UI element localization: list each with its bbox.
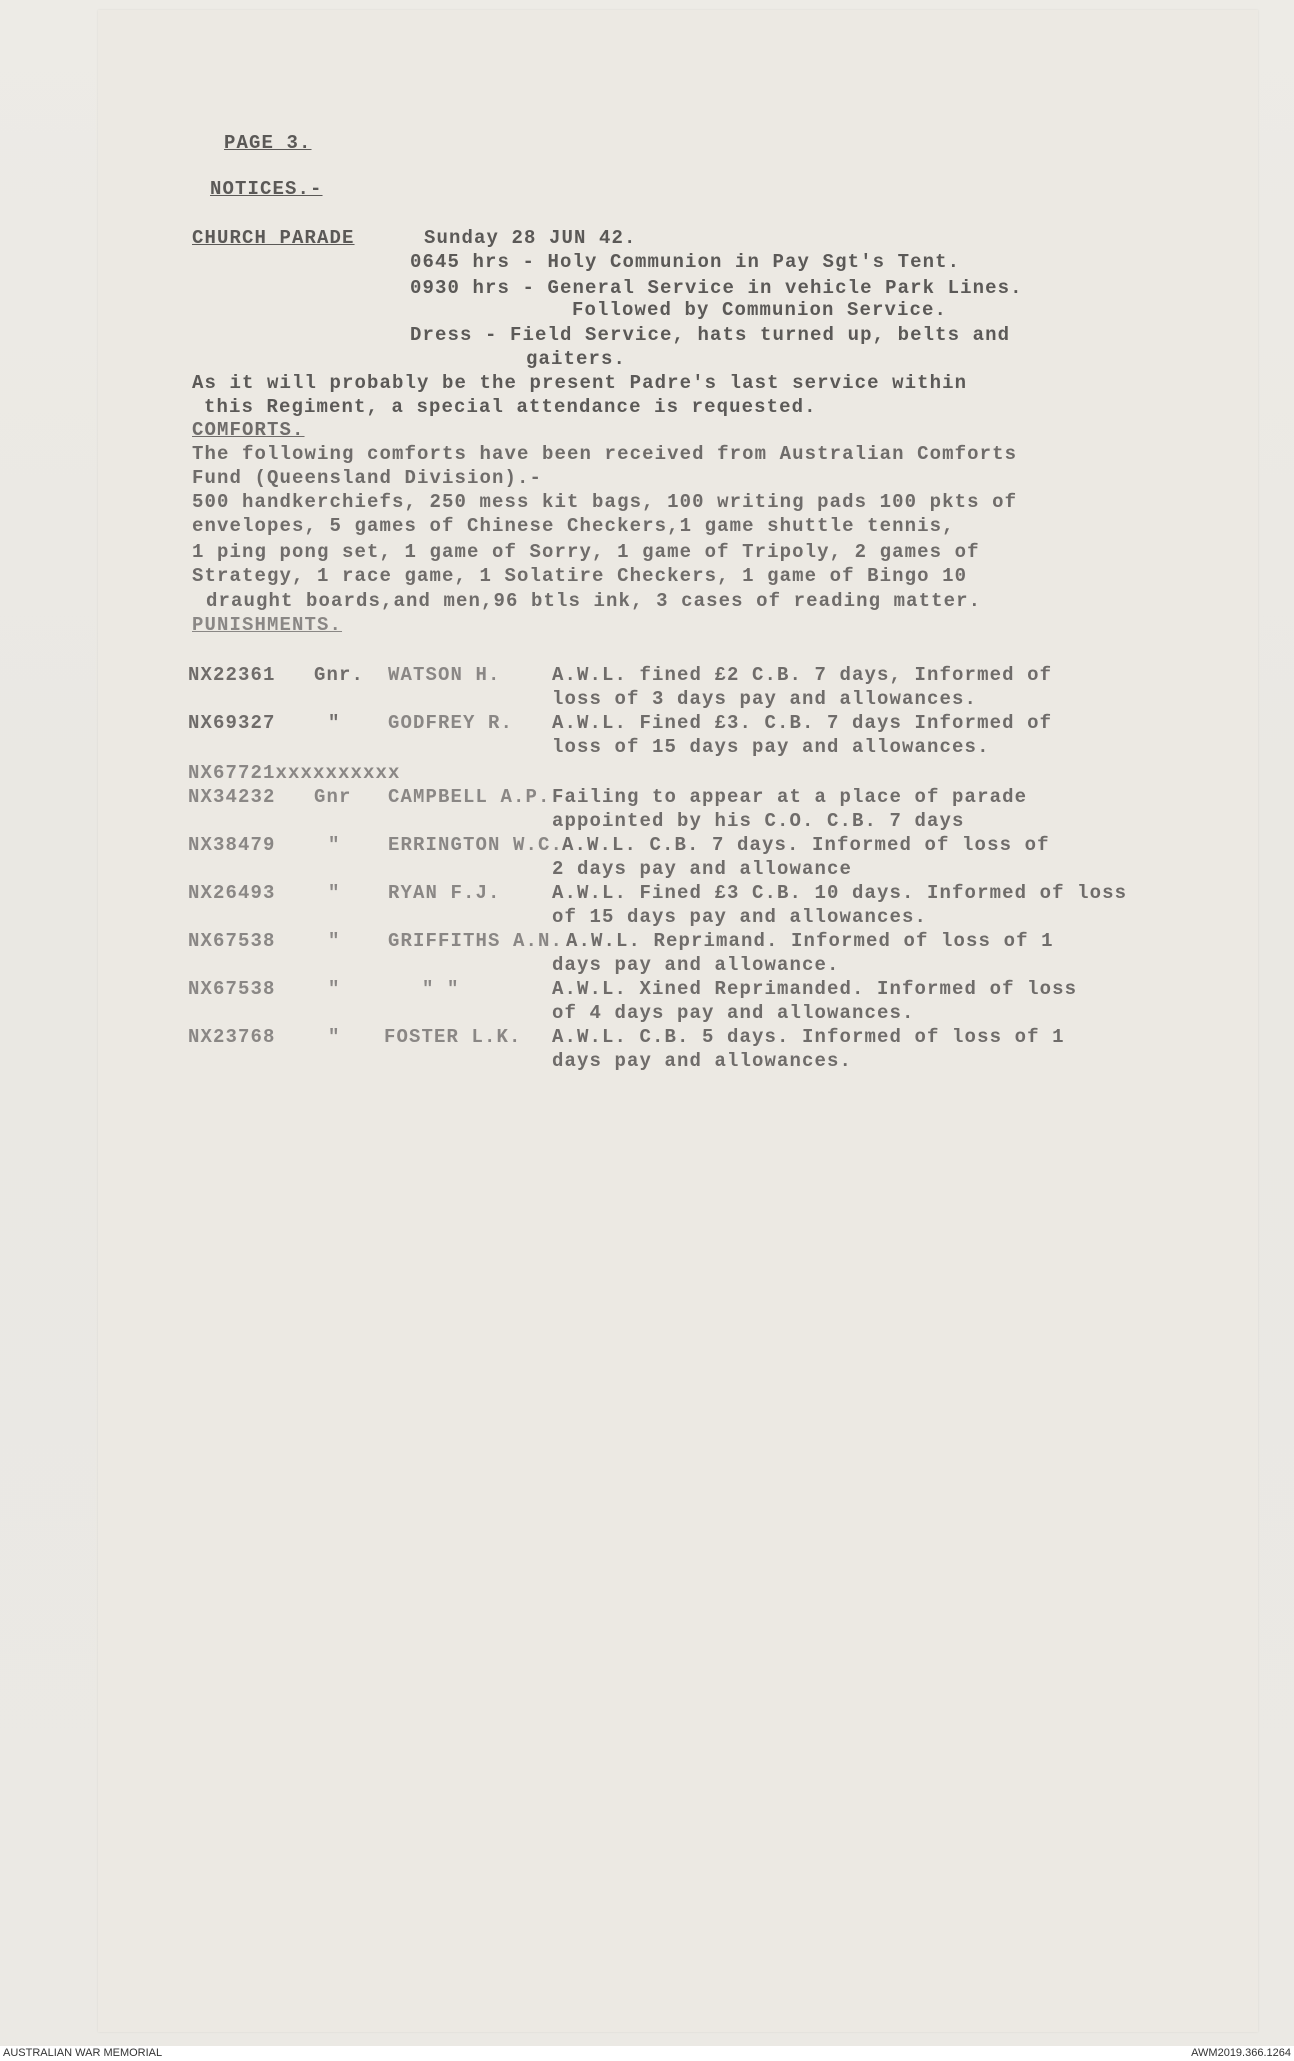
rank: Gnr.: [314, 664, 365, 686]
service-number: NX69327: [188, 712, 276, 734]
punishment-line-2: of 4 days pay and allowances.: [552, 1002, 915, 1024]
comforts-line-6: Strategy, 1 race game, 1 Solatire Checkers, 1 game of Bingo 10: [192, 565, 968, 587]
church-line-5: gaiters.: [526, 348, 627, 370]
service-number: NX23768: [188, 1026, 276, 1048]
soldier-name: FOSTER L.K.: [384, 1026, 522, 1048]
rank: ": [328, 882, 341, 904]
punishment-line-2: days pay and allowance.: [552, 954, 840, 976]
notices-heading: NOTICES.-: [210, 178, 323, 200]
rank: Gnr: [314, 786, 352, 808]
punishment-line-1: A.W.L. Fined £3. C.B. 7 days Informed of: [552, 712, 1053, 734]
punishment-line-2: days pay and allowances.: [552, 1050, 853, 1072]
footer-credit: AUSTRALIAN WAR MEMORIAL: [3, 2047, 163, 2059]
comforts-line-2: Fund (Queensland Division).-: [192, 467, 543, 489]
rank: ": [328, 930, 341, 952]
comforts-line-5: 1 ping pong set, 1 game of Sorry, 1 game of Tripoly, 2 games of: [192, 541, 980, 563]
comforts-line-4: envelopes, 5 games of Chinese Checkers,1 game shuttle tennis,: [192, 515, 955, 537]
rank: ": [328, 1026, 341, 1048]
comforts-line-7: draught boards,and men,96 btls ink, 3 cases of reading matter.: [206, 590, 982, 612]
punishment-line-2: loss of 15 days pay and allowances.: [552, 736, 990, 758]
rank: ": [328, 712, 341, 734]
punishment-line-1: A.W.L. C.B. 7 days. Informed of loss of: [562, 834, 1050, 856]
rank: ": [328, 978, 341, 1000]
footer-bar: [0, 2046, 1294, 2061]
soldier-name: ERRINGTON W.C.: [388, 834, 564, 856]
punishment-line-1: A.W.L. Reprimand. Informed of loss of 1: [566, 930, 1054, 952]
service-number: NX26493: [188, 882, 276, 904]
punishment-line-1: A.W.L. Xined Reprimanded. Informed of loss: [552, 978, 1078, 1000]
church-line-7: this Regiment, a special attendance is requested.: [204, 396, 817, 418]
punishment-line-1: A.W.L. Fined £3 C.B. 10 days. Informed of loss: [552, 882, 1128, 904]
church-line-2: 0930 hrs - General Service in vehicle Park Lines.: [410, 277, 1023, 299]
service-number: NX38479: [188, 834, 276, 856]
service-number: NX34232: [188, 786, 276, 808]
punishment-line-2: appointed by his C.O. C.B. 7 days: [552, 810, 965, 832]
service-number: NX67721xxxxxxxxxx: [188, 762, 401, 784]
service-number: NX67538: [188, 978, 276, 1000]
comforts-line-3: 500 handkerchiefs, 250 mess kit bags, 100 writing pads 100 pkts of: [192, 491, 1018, 513]
punishment-line-2: loss of 3 days pay and allowances.: [552, 688, 978, 710]
soldier-name: WATSON H.: [388, 664, 501, 686]
rank: ": [328, 834, 341, 856]
church-line-4: Dress - Field Service, hats turned up, belts and: [410, 324, 1011, 346]
punishment-line-1: A.W.L. fined £2 C.B. 7 days, Informed of: [552, 664, 1053, 686]
service-number: NX67538: [188, 930, 276, 952]
church-line-1: 0645 hrs - Holy Communion in Pay Sgt's Tent.: [410, 251, 961, 273]
page-heading: PAGE 3.: [224, 132, 312, 154]
soldier-name: GRIFFITHS A.N.: [388, 930, 564, 952]
punishment-line-2: 2 days pay and allowance: [552, 858, 853, 880]
punishment-line-2: of 15 days pay and allowances.: [552, 906, 928, 928]
church-line-3: Followed by Communion Service.: [572, 299, 948, 321]
soldier-name: GODFREY R.: [388, 712, 514, 734]
soldier-name: CAMPBELL A.P.: [388, 786, 551, 808]
church-parade-label: CHURCH PARADE: [192, 227, 355, 249]
punishment-line-1: A.W.L. C.B. 5 days. Informed of loss of 1: [552, 1026, 1065, 1048]
soldier-name: RYAN F.J.: [388, 882, 501, 904]
punishments-heading: PUNISHMENTS.: [192, 614, 343, 636]
soldier-name: " ": [422, 978, 460, 1000]
footer-accession-number: AWM2019.366.1264: [1191, 2047, 1291, 2059]
church-line-6: As it will probably be the present Padre's last service within: [192, 372, 968, 394]
punishment-line-1: Failing to appear at a place of parade: [552, 786, 1028, 808]
comforts-heading: COMFORTS.: [192, 419, 305, 441]
service-number: NX22361: [188, 664, 276, 686]
comforts-line-1: The following comforts have been received from Australian Comforts: [192, 443, 1018, 465]
church-parade-date: Sunday 28 JUN 42.: [424, 227, 637, 249]
